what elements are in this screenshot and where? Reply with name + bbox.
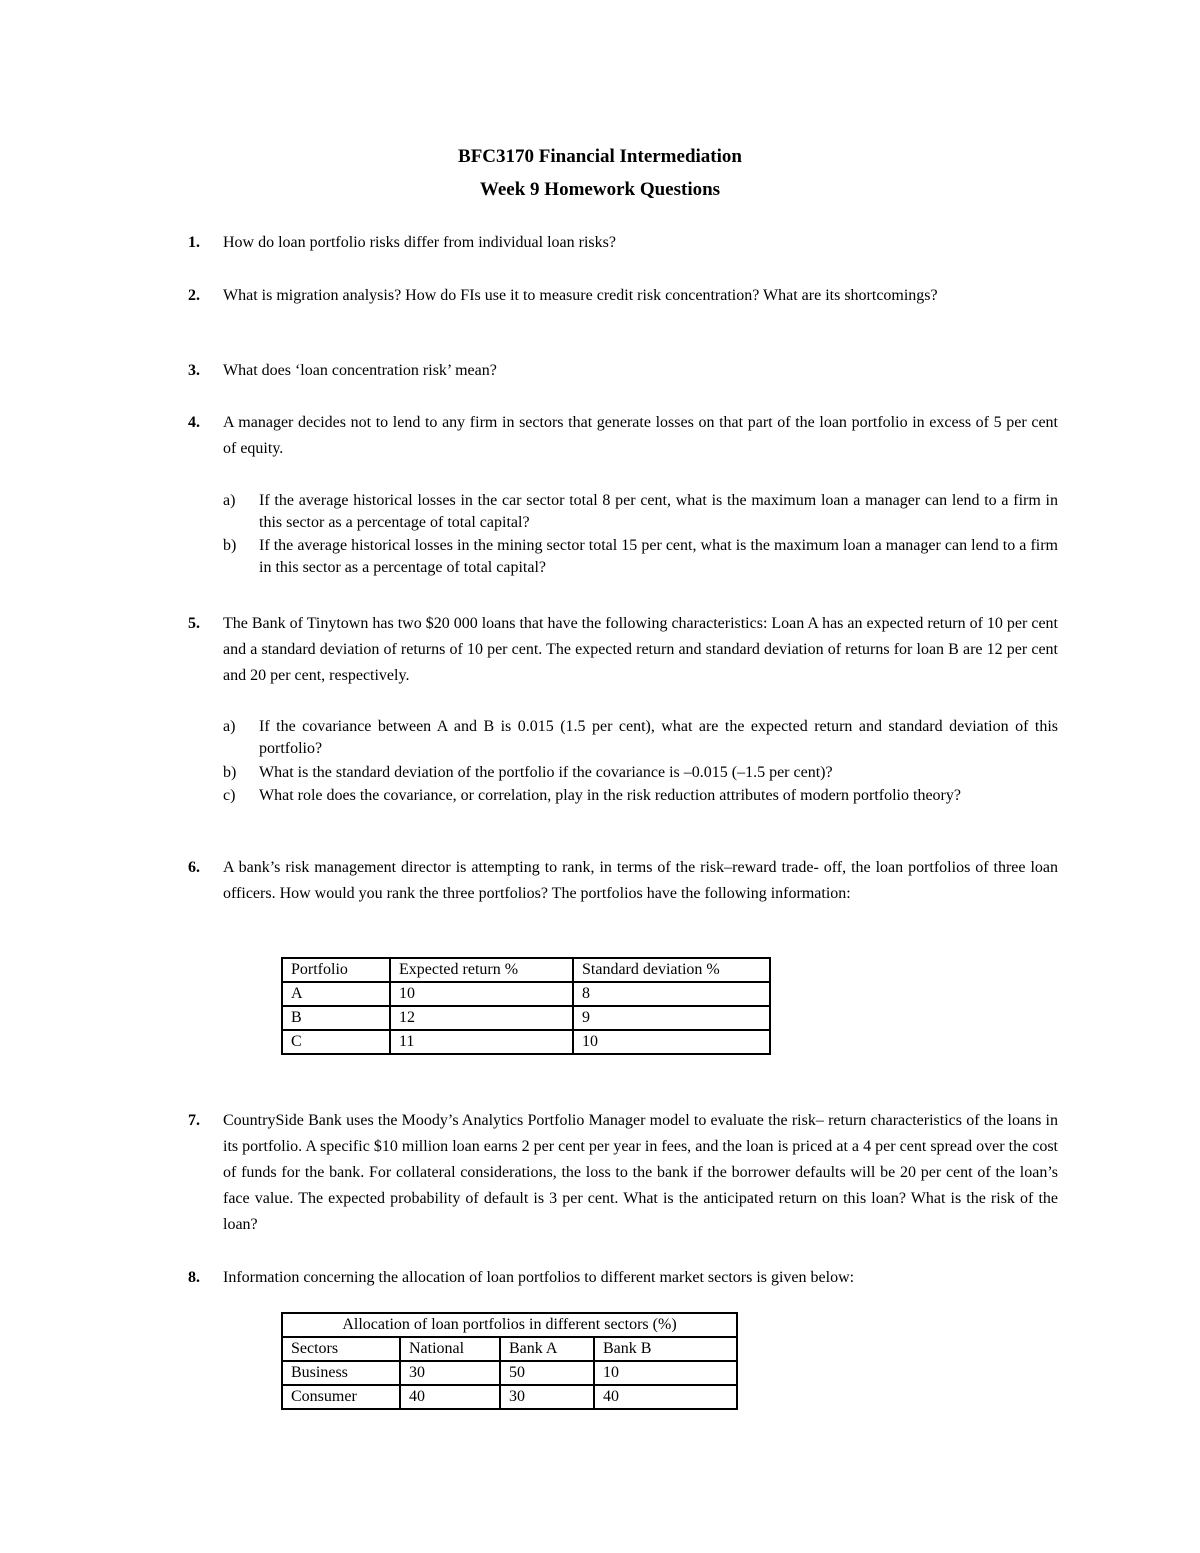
table-header-cell: Bank B: [594, 1337, 737, 1361]
question-text: CountrySide Bank uses the Moody’s Analytics Portfolio Manager model to evaluate the risk– return characteristics of the loans in its portfolio. A specific $10 million loan earns 2 per cent per year in fees, and the loan is priced at a 4 per cent spread over the cost of funds for the bank. For collateral considerations, the loss to the bank if the borrower defaults will be 20 per cent of the loan’s face value. The expected probability of default is 3 per cent. What is the anticipated return on this loan? What is the risk of the loan?: [223, 1112, 1058, 1233]
table-cell: 10: [594, 1361, 737, 1385]
table-header-cell: Standard deviation %: [573, 958, 770, 982]
table-cell: 8: [573, 982, 770, 1006]
question-5a: [223, 716, 1058, 760]
document-title: BFC3170 Financial Intermediation: [458, 146, 742, 167]
question-text: How do loan portfolio risks differ from individual loan risks?: [223, 234, 616, 251]
question-number: 6.: [188, 859, 200, 876]
table-cell: 40: [594, 1385, 737, 1409]
part-label: b): [223, 764, 237, 781]
question-2: [188, 283, 1058, 309]
table-header-row: [282, 958, 770, 982]
part-text: If the average historical losses in the car sector total 8 per cent, what is the maximum loan a manager can lend to a firm in this sector as a percentage of total capital?: [259, 492, 1058, 531]
question-text: The Bank of Tinytown has two $20 000 loans that have the following characteristics: Loan A has an expected return of 10 per cent and a standard deviation of returns of 10 per cent. The expected return and standard deviation of returns for loan B are 12 per cent and 20 per cent, respectively.: [223, 615, 1058, 684]
table-cell: B: [282, 1006, 390, 1030]
table-header-cell: Portfolio: [282, 958, 390, 982]
portfolio-table: [281, 957, 771, 1055]
table-row: [282, 1006, 770, 1030]
question-number: 5.: [188, 615, 200, 632]
question-8: [188, 1265, 1058, 1291]
table-header-row: [282, 1337, 737, 1361]
question-5c: [223, 785, 1058, 807]
table-cell: Consumer: [282, 1385, 400, 1409]
table-header-cell: National: [400, 1337, 500, 1361]
part-text: What role does the covariance, or correlation, play in the risk reduction attributes of modern portfolio theory?: [259, 787, 961, 804]
question-number: 4.: [188, 414, 200, 431]
table-header-cell: Sectors: [282, 1337, 400, 1361]
table-cell: 9: [573, 1006, 770, 1030]
part-label: a): [223, 492, 236, 509]
document-subtitle: Week 9 Homework Questions: [479, 179, 721, 200]
table-row: [282, 1385, 737, 1409]
part-text: If the average historical losses in the mining sector total 15 per cent, what is the maximum loan a manager can lend to a firm in this sector as a percentage of total capital?: [259, 537, 1058, 576]
table-cell: 30: [400, 1361, 500, 1385]
table-row: [282, 982, 770, 1006]
question-text: What does ‘loan concentration risk’ mean?: [223, 362, 497, 379]
table-cell: 12: [390, 1006, 573, 1030]
table-cell: Business: [282, 1361, 400, 1385]
question-number: 8.: [188, 1269, 200, 1286]
question-4b: [223, 535, 1058, 579]
table-cell: 40: [400, 1385, 500, 1409]
question-3: [188, 358, 1058, 384]
table-caption-row: [282, 1313, 737, 1337]
table-cell: C: [282, 1030, 390, 1054]
table-cell: 11: [390, 1030, 573, 1054]
part-label: a): [223, 718, 236, 735]
question-5: [188, 611, 1058, 689]
question-5b: [223, 762, 1058, 784]
table-row: [282, 1361, 737, 1385]
question-text: Information concerning the allocation of loan portfolios to different market sectors is given below:: [223, 1269, 855, 1286]
question-number: 2.: [188, 287, 200, 304]
part-text: If the covariance between A and B is 0.015 (1.5 per cent), what are the expected return and standard deviation of this portfolio?: [259, 718, 1058, 757]
question-text: What is migration analysis? How do FIs use it to measure credit risk concentration? What are its shortcomings?: [223, 287, 938, 304]
table-cell: 10: [573, 1030, 770, 1054]
question-6: [188, 855, 1058, 907]
question-text: A manager decides not to lend to any firm in sectors that generate losses on that part of the loan portfolio in excess of 5 per cent of equity.: [223, 414, 1058, 457]
question-1: [188, 230, 1058, 256]
question-7: [188, 1108, 1058, 1238]
part-label: c): [223, 787, 236, 804]
table-row: [282, 1030, 770, 1054]
question-number: 1.: [188, 234, 200, 251]
table-cell: 30: [500, 1385, 594, 1409]
question-number: 3.: [188, 362, 200, 379]
table-cell: 50: [500, 1361, 594, 1385]
question-number: 7.: [188, 1112, 200, 1129]
table-header-cell: Bank A: [500, 1337, 594, 1361]
table-caption: Allocation of loan portfolios in different sectors (%): [282, 1313, 737, 1337]
question-4: [188, 410, 1058, 462]
question-4a: [223, 490, 1058, 534]
question-text: A bank’s risk management director is attempting to rank, in terms of the risk–reward trade- off, the loan portfolios of three loan officers. How would you rank the three portfolios? The portfolios have the following information:: [223, 859, 1058, 902]
table-cell: A: [282, 982, 390, 1006]
table-header-cell: Expected return %: [390, 958, 573, 982]
part-label: b): [223, 537, 237, 554]
table-cell: 10: [390, 982, 573, 1006]
sector-allocation-table: [281, 1312, 738, 1410]
part-text: What is the standard deviation of the portfolio if the covariance is –0.015 (–1.5 per cent)?: [259, 764, 833, 781]
